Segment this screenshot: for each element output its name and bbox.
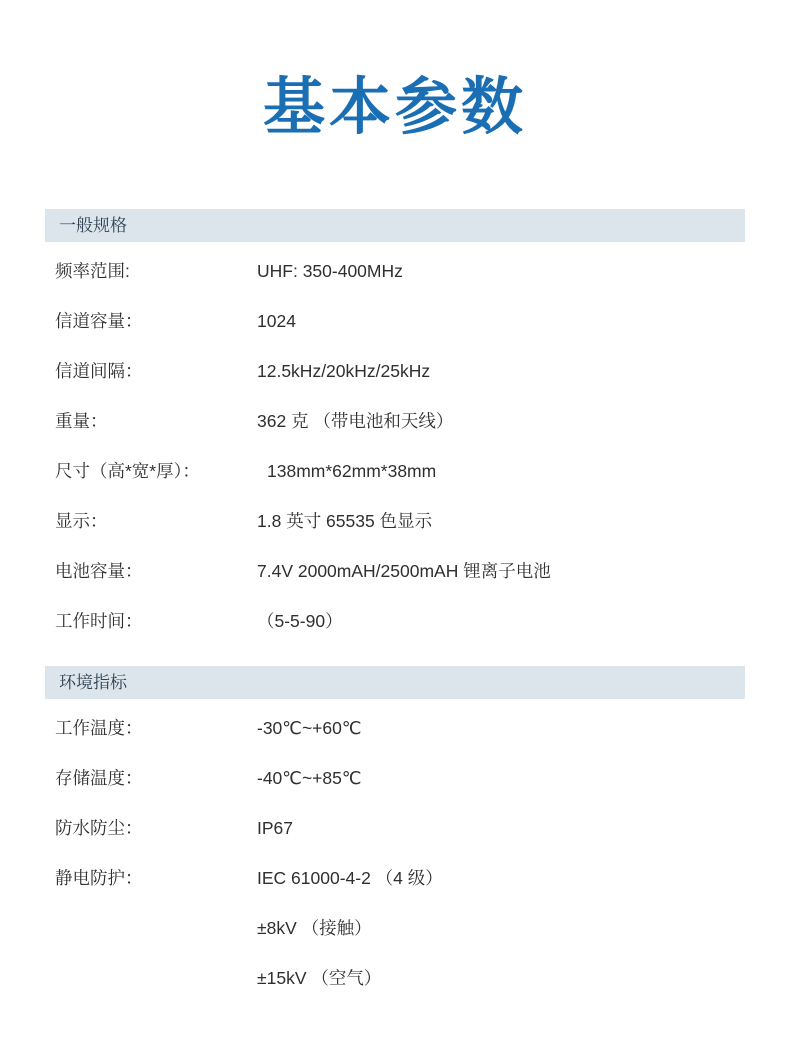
spec-label: 静电防护： [55, 868, 143, 889]
spec-row [45, 546, 745, 596]
spec-value: 1024 [257, 311, 296, 332]
spec-label: 电池容量： [55, 561, 143, 582]
section-header-general: 一般规格 [45, 209, 745, 242]
spec-value: UHF: 350-400MHz [257, 261, 403, 282]
spec-label: 工作温度： [55, 718, 143, 739]
spec-label: 显示： [55, 511, 108, 532]
spec-value: 1.8 英寸 65535 色显示 [257, 511, 433, 532]
spec-row [45, 346, 745, 396]
spec-label: 存储温度： [55, 768, 143, 789]
spec-row-continuation [45, 903, 745, 953]
page-title: 基本参数 [262, 73, 527, 142]
spec-row [45, 246, 745, 296]
spec-value: ±8kV （接触） [257, 918, 372, 939]
spec-label: 重量： [55, 411, 108, 432]
spec-value: IP67 [257, 818, 293, 839]
spec-row-continuation [45, 953, 745, 1003]
spec-label: 尺寸（高*宽*厚）： [55, 461, 200, 482]
spec-row [45, 803, 745, 853]
spec-value: 138mm*62mm*38mm [267, 461, 437, 482]
spec-value: 362 克 （带电池和天线） [257, 411, 454, 432]
spec-value: -30℃~+60℃ [257, 718, 362, 739]
spec-row [45, 396, 745, 446]
spec-label: 信道容量： [55, 311, 143, 332]
spec-value: -40℃~+85℃ [257, 768, 362, 789]
spec-value: ±15kV （空气） [257, 968, 382, 989]
spec-value: 12.5kHz/20kHz/25kHz [257, 361, 431, 382]
section-header-environment: 环境指标 [45, 666, 745, 699]
spec-row [45, 853, 745, 903]
spec-row [45, 296, 745, 346]
spec-table [45, 143, 745, 1003]
spec-value: IEC 61000-4-2 （4 级） [257, 868, 443, 889]
spec-row [45, 753, 745, 803]
spec-label: 频率范围: [55, 261, 130, 282]
spec-row [45, 596, 745, 646]
spec-row [45, 496, 745, 546]
spec-value: 7.4V 2000mAH/2500mAH 锂离子电池 [257, 561, 551, 582]
spec-row [45, 446, 745, 496]
spec-label: 工作时间： [55, 611, 143, 632]
spec-value: （5-5-90） [257, 611, 343, 632]
spec-label: 信道间隔： [55, 361, 143, 382]
spec-row [45, 703, 745, 753]
spec-label: 防水防尘： [55, 818, 143, 839]
